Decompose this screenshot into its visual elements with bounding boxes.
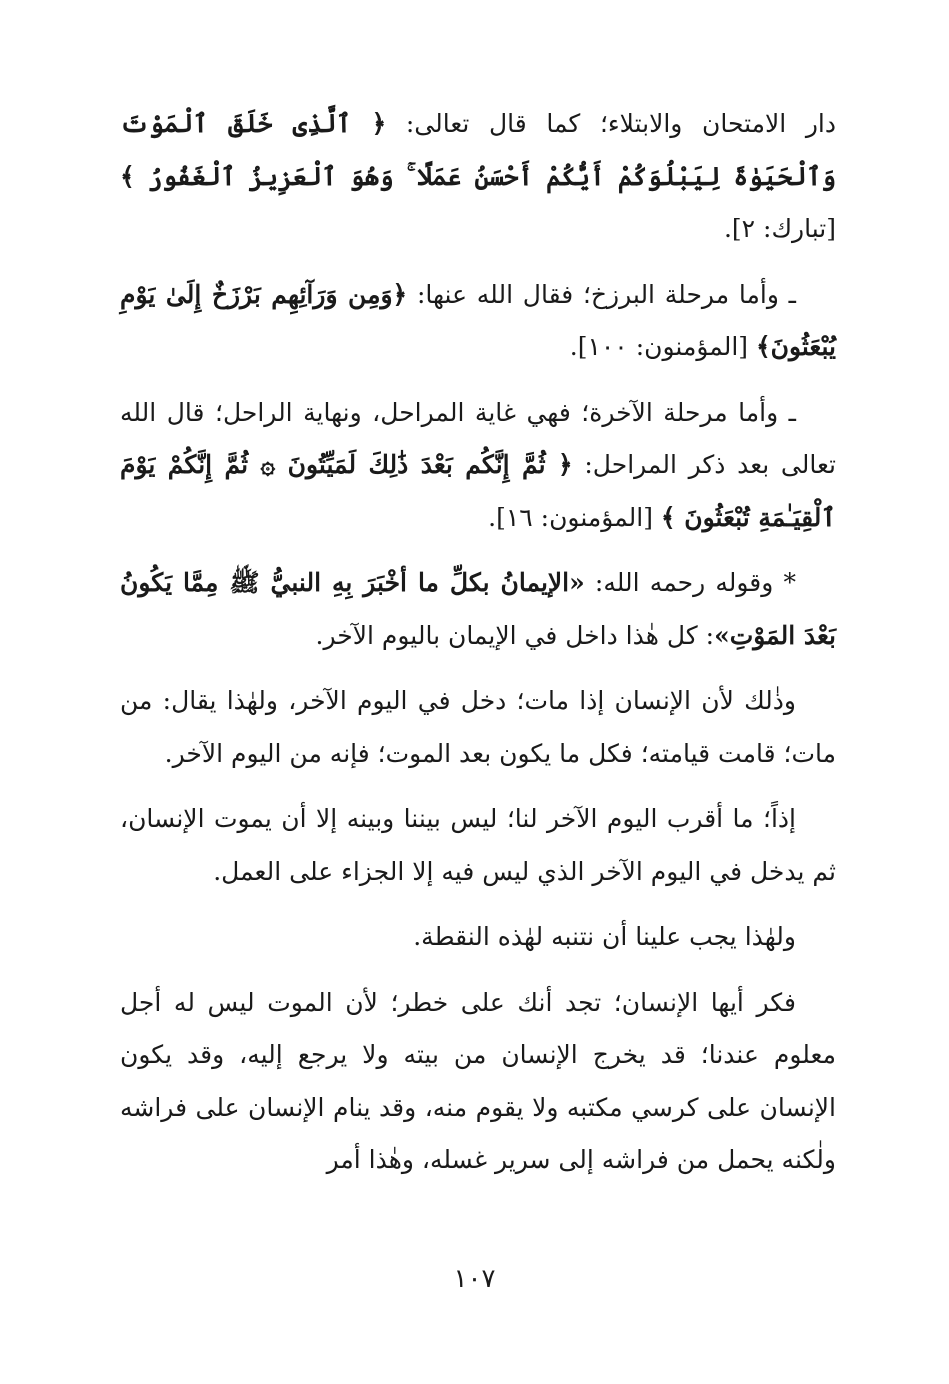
citation-tabarak-2: [تبارك: ٢]. [723, 214, 836, 243]
paragraph-1 [120, 98, 836, 256]
paragraph-2 [120, 269, 836, 374]
paragraph-3 [120, 387, 836, 545]
paragraph-2-intro: ـ وأما مرحلة البرزخ؛ فقال الله عنها: [407, 279, 796, 309]
paragraph-6: إذاً؛ ما أقرب اليوم الآخر لنا؛ ليس بيننا وبينه إلا أن يموت الإنسان، ثم يدخل في اليوم الآخر الذي ليس فيه إلا الجزاء على العمل. [120, 804, 836, 886]
body-text [120, 98, 836, 1200]
paragraph-1-intro: دار الامتحان والابتلاء؛ كما قال تعالى: [386, 109, 836, 138]
quran-verse-tabarak-2: ﴿ ٱلَّذِى خَلَقَ ٱلْمَوْتَ وَٱلْحَيَوٰةَ لِيَبْلُوَكُمْ أَيُّكُمْ أَحْسَنُ عَمَلًا ۚ وَهُوَ ٱلْعَزِيزُ ٱلْغَفُورُ ﴾ [120, 109, 836, 191]
quran-verse-muminun-16: ﴿ ثُمَّ إِنَّكُم بَعْدَ ذَٰلِكَ لَمَيِّتُونَ ۞ ثُمَّ إِنَّكُمْ يَوْمَ ٱلْقِيَـٰمَةِ تُبْعَثُونَ ﴾ [120, 450, 836, 532]
paragraph-4-comment: : كل هٰذا داخل في الإيمان باليوم الآخر. [315, 620, 715, 650]
citation-muminun-100: [المؤمنون: ١٠٠]. [569, 332, 756, 361]
page-number: ١٠٧ [453, 1264, 496, 1294]
quran-verse-muminun-100: ﴿وَمِن وَرَآئِهِم بَرْزَخٌ إِلَىٰ يَوْمِ يُبْعَثُونَ﴾ [120, 279, 836, 361]
paragraph-3-intro: ـ وأما مرحلة الآخرة؛ فهي غاية المراحل، ونهاية الراحل؛ قال الله تعالى بعد ذكر المراحل: [120, 397, 836, 479]
citation-muminun-16: [المؤمنون: ١٦]. [488, 502, 661, 532]
paragraph-5: وذٰلك لأن الإنسان إذا مات؛ دخل في اليوم الآخر، ولهٰذا يقال: من مات؛ قامت قيامته؛ فكل ما يكون بعد الموت؛ فإنه من اليوم الآخر. [120, 686, 836, 768]
quoted-text-iman: «الإيمانُ بكلِّ ما أخْبَرَ بِهِ النبيُّ ﷺ مِمَّا يَكُونُ بَعْدَ المَوْتِ» [120, 568, 836, 650]
paragraph-7: ولهٰذا يجب علينا أن نتنبه لهٰذه النقطة. [413, 922, 796, 951]
paragraph-4 [120, 557, 836, 662]
paragraph-8: فكر أيها الإنسان؛ تجد أنك على خطر؛ لأن الموت ليس له أجل معلوم عندنا؛ قد يخرج الإنسان من بيته ولا يرجع إليه، وقد يكون الإنسان على كرسي مكتبه ولا يقوم منه، وقد ينام الإنسان على فراشه ولٰكنه يحمل من فراشه إلى سرير غسله، وهٰذا أمر [120, 987, 836, 1174]
paragraph-4-intro: * وقوله رحمه الله: [584, 568, 796, 597]
